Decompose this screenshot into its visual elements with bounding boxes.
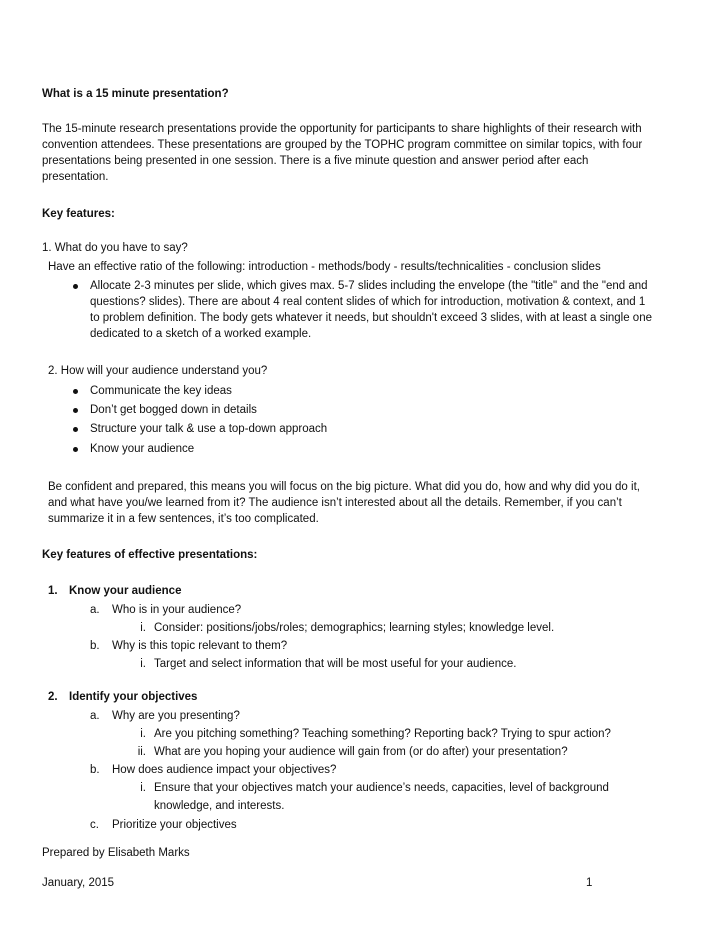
bullet-dot-icon [73,447,78,452]
bullet-item: Don’t get bogged down in details [90,404,257,416]
subitem-marker: i. [140,728,146,740]
subitem-text: Target and select information that will be most useful for your audience. [154,658,517,670]
section-title: Identify your objectives [69,691,198,703]
item-text: Why is this topic relevant to them? [112,640,288,652]
question-1: 1. What do you have to say? [42,242,188,254]
section-number: 2. [48,691,58,703]
intro-line: The 15-minute research presentations provide the opportunity for participants to share highlights of their research with [42,123,642,135]
subitem-text: Ensure that your objectives match your audience’s needs, capacities, level of background [154,782,609,794]
subitem-text-continued: knowledge, and interests. [154,800,285,812]
section-title: Know your audience [69,585,182,597]
allocate-line: questions? slides). There are about 4 real content slides of which for introduction, motivation & context, and 1 [90,296,646,308]
page-number: 1 [586,877,593,889]
item-text: Who is in your audience? [112,604,242,616]
bullet-item: Know your audience [90,443,195,455]
bullet-dot-icon [73,408,78,413]
intro-line: presentation. [42,171,109,183]
bullet-item: Structure your talk & use a top-down approach [90,423,328,435]
allocate-line: dedicated to a sketch of a worked example. [90,328,312,340]
subitem-marker: i. [140,782,146,794]
intro-line: presentations being presented in one session. There is a five minute question and answer period after each [42,155,589,167]
item-marker: c. [90,819,99,831]
subitem-marker: i. [140,622,146,634]
heading-what-is: What is a 15 minute presentation? [42,88,229,100]
subitem-text: What are you hoping your audience will gain from (or do after) your presentation? [154,746,568,758]
item-text: Prioritize your objectives [112,819,237,831]
question-2: 2. How will your audience understand you? [48,365,268,377]
bullet-dot-icon [73,284,78,289]
item-marker: b. [90,640,100,652]
heading-effective: Key features of effective presentations: [42,549,258,561]
subitem-text: Are you pitching something? Teaching something? Reporting back? Trying to spur action? [154,728,611,740]
item-text: Why are you presenting? [112,710,240,722]
footer-date: January, 2015 [42,877,115,889]
subitem-text: Consider: positions/jobs/roles; demographics; learning styles; knowledge level. [154,622,555,634]
item-marker: a. [90,710,100,722]
bullet-dot-icon [73,389,78,394]
item-text: How does audience impact your objectives? [112,764,337,776]
heading-key-features: Key features: [42,208,115,220]
bullet-item: Communicate the key ideas [90,385,232,397]
confident-line: and what have you/we learned from it? The audience isn’t interested about all the details. Remember, if you can’t [48,497,622,509]
intro-line: convention attendees. These presentations are grouped by the TOPHC program committee on similar topics, with four [42,139,643,151]
ratio-text: Have an effective ratio of the following: introduction - methods/body - results/technicalities - conclusion slides [48,261,601,273]
section-number: 1. [48,585,58,597]
allocate-line: to problem definition. The body gets whatever it needs, but shouldn't exceed 3 slides, with at least a single one [90,312,652,324]
confident-line: summarize it in a few sentences, it’s too complicated. [48,513,319,525]
confident-line: Be confident and prepared, this means you will focus on the big picture. What did you do, how and why did you do it, [48,481,640,493]
subitem-marker: ii. [137,746,146,758]
item-marker: b. [90,764,100,776]
prepared-by: Prepared by Elisabeth Marks [42,847,190,859]
allocate-line: Allocate 2-3 minutes per slide, which gives max. 5-7 slides including the envelope (the "title" and the "end and [90,280,648,292]
bullet-dot-icon [73,427,78,432]
subitem-marker: i. [140,658,146,670]
item-marker: a. [90,604,100,616]
